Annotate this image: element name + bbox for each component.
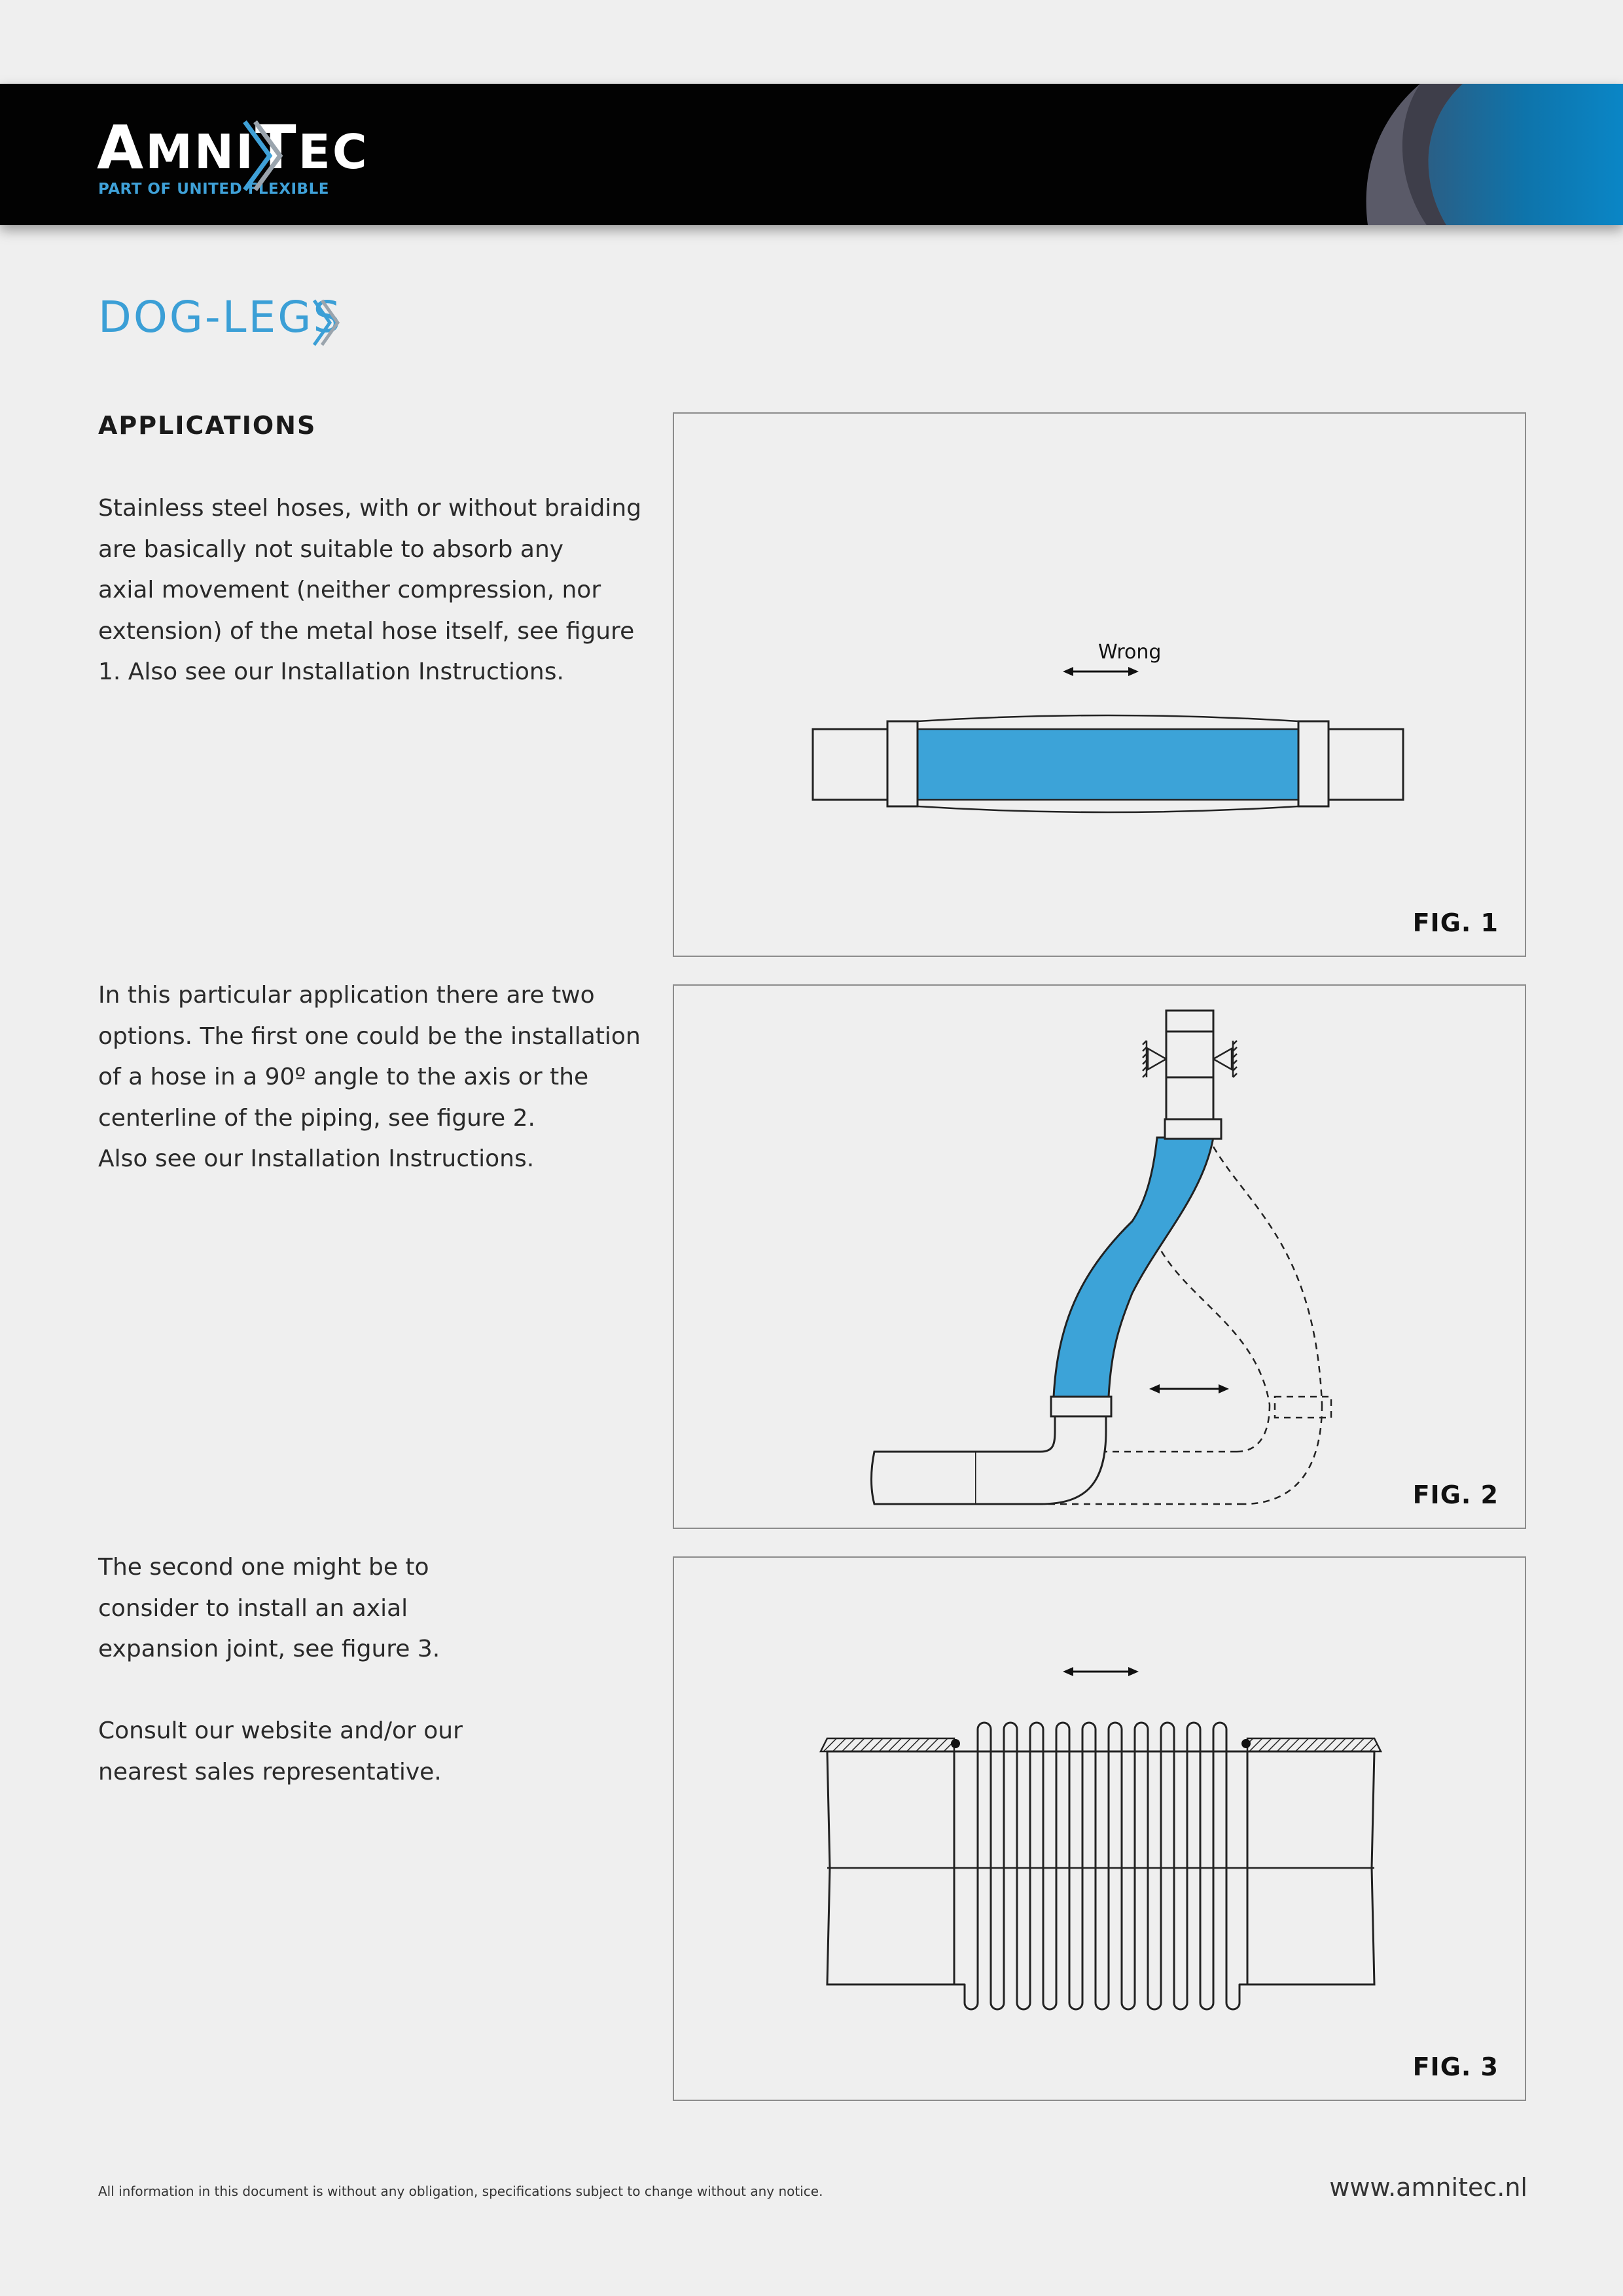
figure-1-drawing — [674, 414, 1527, 958]
fitting-right — [1298, 721, 1329, 806]
text-line: axial movement (neither compression, nor — [98, 577, 601, 603]
footer-disclaimer: All information in this document is without any obligation, specifications subject to change without any notice. — [98, 2183, 823, 2199]
figure-1-annotation: Wrong — [1098, 641, 1162, 664]
hose-body — [918, 729, 1298, 800]
text-line: centerline of the piping, see figure 2. — [98, 1104, 535, 1132]
double-arrow-icon — [1063, 667, 1139, 676]
text-line: The second one might be to — [98, 1554, 429, 1581]
double-arrow-icon — [1063, 1667, 1139, 1676]
text-line: Also see our Installation Instructions. — [98, 1145, 535, 1172]
figure-2 — [673, 984, 1526, 1529]
text-line: extension) of the metal hose itself, see figure — [98, 617, 635, 645]
footer-website-link[interactable]: www.amnitec.nl — [1329, 2173, 1527, 2202]
logo-letter-t: T — [255, 113, 298, 183]
logo-subtitle: PART OF UNITED FLEXIBLE — [98, 181, 329, 198]
figure-1-label: FIG. 1 — [1412, 908, 1499, 937]
fitting-left — [887, 721, 918, 806]
figure-3-drawing — [674, 1558, 1527, 2102]
paragraph-gap — [98, 1670, 463, 1712]
vertical-pipe — [1166, 1011, 1213, 1126]
weld-dot-left — [951, 1739, 960, 1748]
bellows — [954, 1723, 1247, 2009]
text-line: expansion joint, see figure 3. — [98, 1636, 440, 1662]
page-header — [0, 84, 1623, 225]
pipe-left — [813, 729, 887, 800]
fitting-top — [1165, 1119, 1221, 1139]
logo-letters-mni: MNI — [145, 124, 255, 179]
figure-1 — [673, 412, 1526, 957]
page-title: DOG-LEGS — [98, 292, 343, 342]
text-line: Stainless steel hoses, with or without braiding — [98, 495, 642, 522]
text-line: 1. Also see our Installation Instructions. — [98, 658, 564, 685]
paragraph-axial-movement — [98, 488, 641, 693]
title-chevron-icon — [312, 298, 342, 348]
logo-letters-ec: EC — [298, 124, 369, 179]
weld-collar-left — [821, 1738, 954, 1751]
text-line: options. The first one could be the installation — [98, 1022, 641, 1050]
section-heading: APPLICATIONS — [98, 411, 317, 440]
text-line: are basically not suitable to absorb any — [98, 535, 564, 563]
text-line: nearest sales representative. — [98, 1758, 442, 1785]
horizontal-pipe — [872, 1452, 976, 1504]
hose-body — [1054, 1138, 1213, 1397]
text-line: of a hose in a 90º angle to the axis or the — [98, 1064, 589, 1090]
text-line: Consult our website and/or our — [98, 1717, 463, 1744]
header-swoosh-graphic — [1322, 84, 1623, 225]
text-line: consider to install an axial — [98, 1594, 408, 1622]
fitting-bottom — [1051, 1397, 1111, 1416]
weld-collar-right — [1247, 1738, 1381, 1751]
text-line: In this particular application there are two — [98, 982, 595, 1009]
figure-3-label: FIG. 3 — [1412, 2053, 1499, 2081]
figure-3 — [673, 1556, 1526, 2101]
logo-letter-a: A — [97, 113, 146, 183]
pipe-right — [1329, 729, 1403, 800]
elbow-pipe — [975, 1415, 1106, 1504]
paragraph-first-option — [98, 975, 641, 1180]
weld-dot-right — [1241, 1739, 1251, 1748]
amnitec-logo — [97, 113, 369, 198]
figure-2-label: FIG. 2 — [1412, 1480, 1499, 1509]
double-arrow-icon — [1149, 1384, 1229, 1393]
logo-wordmark — [97, 113, 369, 183]
paragraph-second-option — [98, 1547, 463, 1793]
logo-chevron-icon — [240, 117, 285, 195]
figure-2-drawing — [674, 986, 1527, 1530]
